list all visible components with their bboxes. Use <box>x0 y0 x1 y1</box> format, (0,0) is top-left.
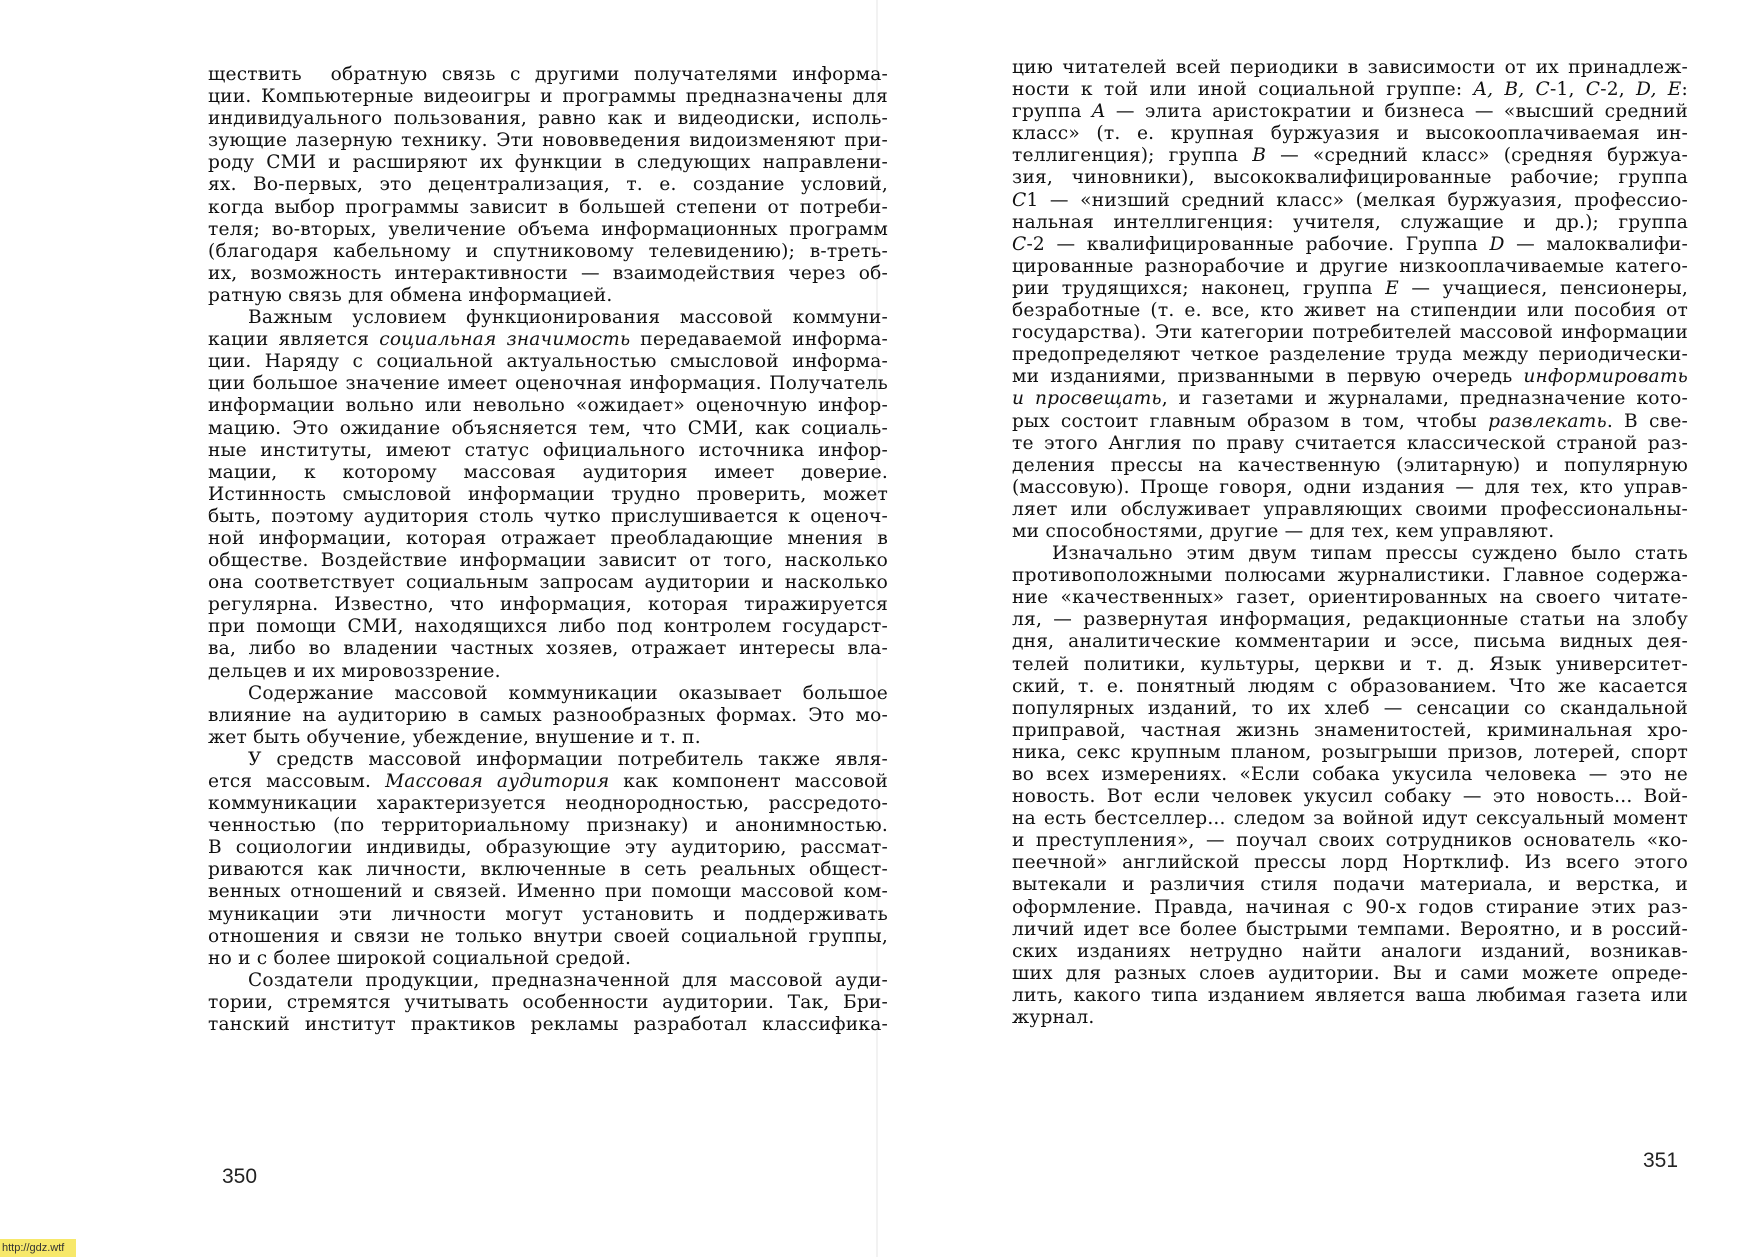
text-run: -2, <box>1600 79 1637 101</box>
text-line: когда выбор программы зависит в большей степени от потреби- <box>208 196 888 218</box>
text-line: нальная интеллигенция: учителя, служащие и др.); группа <box>1012 211 1688 233</box>
italic-run: и просвещать <box>1012 388 1162 410</box>
text-line: дня, аналитические комментарии и эссе, письма видных дея- <box>1012 631 1688 653</box>
text-line <box>1012 234 1688 256</box>
text-line: ченностью (по территориальному признаку) и анонимностью. <box>208 815 888 837</box>
text-run: рых состоит главным образом в том, чтобы <box>1012 410 1489 432</box>
text-line: отношения и связи не только внутри своей социальной группы, <box>208 925 888 947</box>
text-line: информации вольно или невольно «ожидает» оценочную инфор- <box>208 395 888 417</box>
text-line: роду СМИ и расширяют их функции в следующих направлени- <box>208 152 888 174</box>
text-line <box>1012 79 1688 101</box>
text-line: цию читателей всей периодики в зависимости от их принадлеж- <box>1012 57 1688 78</box>
text-line: ля, — развернутая информация, редакционные статьи на злобу <box>1012 609 1688 631</box>
text-run: теллигенция); группа <box>1012 145 1253 167</box>
text-line: жет быть обучение, убеждение, внушение и т. п. <box>208 726 701 748</box>
text-line: личий идет все более быстрыми темпами. Вероятно, и в россий- <box>1012 918 1688 940</box>
text-line: на есть бестселлер... следом за войной идут сексуальный момент <box>1012 808 1688 830</box>
text-line <box>1012 366 1688 388</box>
text-line: она соответствует социальным запросам аудитории и насколько <box>208 572 888 594</box>
right-page-text <box>1012 57 1688 1029</box>
text-run: группа <box>1012 101 1092 123</box>
text-line: танский институт практиков рекламы разработал классифика- <box>208 1014 888 1036</box>
text-line: Истинность смысловой информации трудно проверить, может <box>208 483 888 505</box>
text-line: мации, к которому массовая аудитория имеет доверие. <box>208 461 888 483</box>
text-run: , и газетами и журналами, предназначение кото- <box>1161 388 1688 410</box>
text-line: безработные (т. е. все, кто живет на стипендии или пособия от <box>1012 300 1688 322</box>
text-line: регулярна. Известно, что информация, которая тиражируется <box>208 594 888 616</box>
text-line: ских изданиях нетрудно найти аналоги изданий, возникав- <box>1012 940 1688 962</box>
text-line: ника, секс крупным планом, розыгрыши призов, лотерей, спорт <box>1012 741 1688 763</box>
text-line: теля; во-вторых, увеличение объема информационных программ <box>208 218 888 240</box>
text-line <box>208 329 888 351</box>
text-run: как компонент массовой <box>609 771 888 792</box>
text-line: и преступления», — поучал своих сотрудников основатель «ко- <box>1012 830 1688 852</box>
text-line: ми способностями, другие — для тех, кем управляют. <box>1012 520 1555 542</box>
text-run: ется массовым. <box>208 771 386 792</box>
text-line <box>1012 388 1688 410</box>
italic-run: D, E <box>1636 79 1682 101</box>
text-line: ции. Компьютерные видеоигры и программы предназначены для <box>208 86 888 108</box>
text-line: предопределяют четкое разделение труда между периодически- <box>1012 344 1688 366</box>
text-line: У средств массовой информации потребитель также явля- <box>248 748 888 770</box>
text-run: ности к той или иной социальной группе: <box>1012 79 1474 101</box>
text-line: ществить обратную связь с другими получателями информа- <box>208 64 888 85</box>
text-line: ной информации, которая отражает преобладающие мнения в <box>208 527 888 549</box>
text-line: риваются как личности, включенные в сеть реальных общест- <box>208 859 888 881</box>
text-line: венных отношений и связей. Именно при помощи массовой ком- <box>208 881 888 903</box>
text-line: коммуникации характеризуется неоднородностью, рассредото- <box>208 793 888 815</box>
italic-run: C <box>1585 79 1601 101</box>
text-line: класс» (т. е. крупная буржуазия и высокооплачиваемая ин- <box>1012 123 1688 145</box>
text-line: популярных изданий, то их хлеб — сенсации со скандальной <box>1012 697 1688 719</box>
text-line: (благодаря кабельному и спутниковому телевидению); в-треть- <box>208 240 888 262</box>
text-line: противоположными полюсами журналистики. Главное содержа- <box>1012 565 1688 587</box>
italic-run: B <box>1252 145 1267 167</box>
text-line: зия, чиновники), высококвалифицированные рабочие; группа <box>1012 167 1688 189</box>
text-line: ные институты, имеют статус официального источника инфор- <box>208 439 888 461</box>
text-line: ших для разных слоев аудитории. Вы и сами можете опреде- <box>1012 962 1688 984</box>
text-line <box>1012 411 1688 433</box>
text-line: деления прессы на качественную (элитарную) и популярную <box>1012 454 1688 476</box>
text-line: дельцев и их мировоззрение. <box>208 660 501 682</box>
text-line: при помощи СМИ, находящихся либо под контролем государст- <box>208 616 888 638</box>
text-line <box>208 771 888 793</box>
text-run: — «средний класс» (средняя буржуа- <box>1266 145 1688 167</box>
text-run: . В све- <box>1606 410 1688 432</box>
text-line: Изначально этим двум типам прессы суждено было стать <box>1052 543 1688 565</box>
italic-run: развлекать <box>1488 410 1607 432</box>
text-line: В социологии индивиды, образующие эту аудиторию, рассмат- <box>208 837 888 859</box>
text-line: но и с более широкой социальной средой. <box>208 947 632 969</box>
text-line <box>1012 190 1688 212</box>
text-line: Создатели продукции, предназначенной для массовой ауди- <box>248 969 888 991</box>
watermark-stamp[interactable]: http://gdz.wtf <box>0 1239 76 1257</box>
text-line <box>1012 278 1688 300</box>
italic-run: C <box>1012 233 1027 255</box>
page-number-right: 351 <box>1643 1149 1679 1172</box>
text-line <box>1012 145 1688 167</box>
text-run: рии трудящихся; наконец, группа <box>1012 277 1386 299</box>
text-line <box>1012 101 1688 123</box>
text-line: ции. Наряду с социальной актуальностью смысловой информа- <box>208 351 888 373</box>
text-line: вытекали и различия стиля подачи материала, и верстка, и <box>1012 874 1688 896</box>
text-line: мацию. Это ожидание объясняется тем, что СМИ, как социаль- <box>208 417 888 439</box>
text-line: влияние на аудиторию в самых разнообразных формах. Это мо- <box>208 704 888 726</box>
text-line: муникации эти личности могут установить и поддерживать <box>208 903 888 925</box>
text-run: — элита аристократии и бизнеса — «высший средний <box>1105 101 1688 123</box>
text-run: -1, <box>1550 79 1586 101</box>
text-run: передаваемой информа- <box>630 329 888 351</box>
text-line: (массовую). Проще говоря, одни издания — для тех, кто управ- <box>1012 476 1688 498</box>
italic-run: социальная значимость <box>379 329 631 351</box>
italic-run: A, B, C <box>1473 79 1550 101</box>
text-line: Содержание массовой коммуникации оказывает большое <box>248 682 888 704</box>
italic-run: D <box>1489 233 1505 255</box>
text-line: ский, т. е. понятный людям с образованием. Что же касается <box>1012 675 1688 697</box>
italic-run: Массовая аудитория <box>385 771 610 792</box>
text-run: ми изданиями, призванными в первую очередь <box>1012 366 1524 388</box>
text-line: приправой, частная жизнь знаменитостей, криминальная хро- <box>1012 719 1688 741</box>
text-line: во всех измерениях. «Если собака укусила человека — это не <box>1012 764 1688 785</box>
text-line: журнал. <box>1012 1007 1095 1029</box>
text-run: кации является <box>208 329 380 351</box>
left-page-text <box>208 64 888 1036</box>
text-run: 1 — «низший средний класс» (мелкая буржуазия, профессио- <box>1026 189 1688 211</box>
italic-run: информировать <box>1523 366 1688 388</box>
italic-run: E <box>1385 277 1399 299</box>
text-run: — малоквалифи- <box>1504 233 1688 255</box>
text-line: пеечной» английской прессы лорд Нортклиф. Из всего этого <box>1012 852 1688 874</box>
italic-run: A <box>1091 101 1106 123</box>
page-number-left: 350 <box>222 1165 258 1188</box>
text-line: ние «качественных» газет, ориентированных на своего читате- <box>1012 587 1688 609</box>
text-line: обществе. Воздействие информации зависит от того, насколько <box>208 550 888 572</box>
text-line: оформление. Правда, начиная с 90-х годов стирание этих раз- <box>1012 896 1688 918</box>
text-line: лить, какого типа изданием является ваша любимая газета или <box>1012 984 1688 1006</box>
text-line: новость. Вот если человек укусил собаку — это новость... Вой- <box>1012 786 1688 808</box>
text-line: ях. Во-первых, это децентрализация, т. е. создание условий, <box>208 174 888 196</box>
text-line: их, возможность интерактивности — взаимодействия через об- <box>208 262 888 284</box>
italic-run: C <box>1012 189 1027 211</box>
text-line: те этого Англия по праву считается классической страной раз- <box>1012 432 1688 454</box>
text-line: ратную связь для обмена информацией. <box>208 284 613 306</box>
text-run: -2 — квалифицированные рабочие. Группа <box>1026 233 1490 255</box>
text-line: ции большое значение имеет оценочная информация. Получатель <box>208 373 888 395</box>
text-line: ва, либо во владении частных хозяев, отражает интересы вла- <box>208 638 888 660</box>
text-line: зующие лазерную технику. Эти нововведения видоизменяют при- <box>208 130 888 152</box>
text-line: государства). Эти категории потребителей массовой информации <box>1012 322 1688 344</box>
text-line: ляет или обслуживает управляющих своими профессиональны- <box>1012 498 1688 520</box>
text-line: телей политики, культуры, церкви и т. д. Язык университет- <box>1012 653 1688 675</box>
text-line: быть, поэтому аудитория столь чутко прислушивается к оценоч- <box>208 505 888 527</box>
text-run: : <box>1681 79 1688 101</box>
text-line: индивидуального пользования, равно как и видеодиски, исполь- <box>208 108 888 130</box>
text-line: Важным условием функционирования массовой коммуни- <box>248 307 888 329</box>
text-line: тории, стремятся учитывать особенности аудитории. Так, Бри- <box>208 991 888 1013</box>
text-line: цированные разнорабочие и другие низкооплачиваемые катего- <box>1012 255 1688 277</box>
text-run: — учащиеся, пенсионеры, <box>1398 277 1688 299</box>
